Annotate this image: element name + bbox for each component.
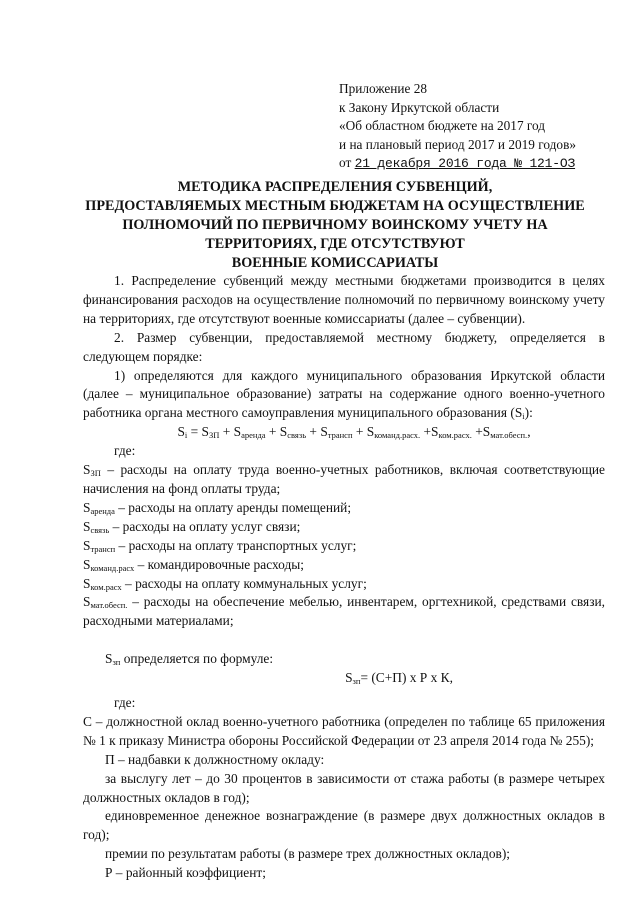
title-line-2: ПРЕДОСТАВЛЯЕМЫХ МЕСТНЫМ БЮДЖЕТАМ НА ОСУЩЕСТВЛЕНИЕ: [85, 198, 585, 214]
where-label-1: где:: [114, 443, 136, 459]
appendix-law-period: и на плановый период 2017 и 2019 годов»: [339, 136, 576, 152]
formula-si: $S_i = S_{ЗП} + S_{аренда} + S_{связь} + S_{трансп} + S_{команд.расх.} +S_{ком.расх.} +S_{мат.обесп.}$,: [177, 424, 531, 441]
paragraph-1: 1. Распределение субвенций между местными бюджетами производится в целях финансирования расходов на осуществление полномочий по первичному воинскому учету на территориях, где отсутствуют военные комиссариаты (далее – субвенции).: [83, 273, 605, 326]
paragraph-2: 2. Размер субвенции, предоставляемой местному бюджету, определяется в следующем порядке:: [83, 329, 605, 364]
szp-intro: $S_{зп}$ определяется по формуле:: [105, 651, 274, 668]
date-prefix: от: [339, 155, 352, 170]
definition-r: Р – районный коэффициент;: [105, 865, 266, 881]
definition-mat: $S_{мат.обесп.}$ – расходы на обеспечение мебелью, инвентарем, оргтехникой, средствами связи, расходными материалами;: [83, 594, 605, 629]
appendix-law: к Закону Иркутской области: [339, 99, 500, 115]
bonus-seniority: за выслугу лет – до 30 процентов в зависимости от стажа работы (в размере четырех должностных окладов в год);: [83, 770, 605, 805]
document-body: [83, 272, 605, 883]
definition-c: С – должностной оклад военно-учетного работника (определен по таблице 65 приложения № 1 к приказу Министра обороны Российской Федерации от 23 апреля 2014 года № 255);: [83, 713, 605, 748]
title-line-4: ТЕРРИТОРИЯХ, ГДЕ ОТСУТСТВУЮТ: [205, 236, 465, 252]
appendix-header: [339, 80, 629, 174]
definition-kom-rash: $S_{команд.расх}$ – командировочные расходы;: [83, 556, 304, 573]
appendix-number: Приложение 28: [339, 81, 427, 96]
appendix-date-line: [339, 154, 629, 174]
paragraph-3: 1) определяются для каждого муниципального образования Иркутской области (далее – муниципальное образование) затраты на содержание одного военно-учетного работника органа местного самоуправления муниципального образования $(S_i)$:: [83, 367, 605, 422]
bonus-onetime: единовременное денежное вознаграждение (в размере двух должностных окладов в год);: [83, 808, 605, 843]
title-line-1: МЕТОДИКА РАСПРЕДЕЛЕНИЯ СУБВЕНЦИЙ,: [177, 179, 493, 195]
where-label-2: где:: [114, 695, 136, 711]
definition-svyaz: $S_{связь}$ – расходы на оплату услуг связи;: [83, 518, 301, 535]
definition-arenda: $S_{аренда}$ – расходы на оплату аренды помещений;: [83, 499, 352, 516]
bonus-premium: премии по результатам работы (в размере трех должностных окладов);: [105, 846, 511, 862]
title-line-3: ПОЛНОМОЧИЙ ПО ПЕРВИЧНОМУ ВОИНСКОМУ УЧЕТУ НА: [122, 217, 548, 233]
date-stamp: 21 декабря 2016 года № 121-ОЗ: [354, 156, 576, 171]
document-title: [40, 178, 630, 273]
definition-komm-rash: $S_{ком.расх}$ – расходы на оплату коммунальных услуг;: [83, 575, 367, 592]
title-line-5: ВОЕННЫЕ КОМИССАРИАТЫ: [231, 255, 439, 271]
formula-szp: $S_{зп}= (С+П)$ х Р х К,: [345, 670, 453, 687]
definition-p: П – надбавки к должностному окладу:: [105, 751, 325, 767]
appendix-law-title: «Об областном бюджете на 2017 год: [339, 118, 546, 133]
definition-zp: $S_{ЗП}$ – расходы на оплату труда военно-учетных работников, включая соответствующие начисления на фонд оплаты труда;: [83, 462, 605, 496]
definition-transp: $S_{трансп}$ – расходы на оплату транспортных услуг;: [83, 537, 357, 554]
